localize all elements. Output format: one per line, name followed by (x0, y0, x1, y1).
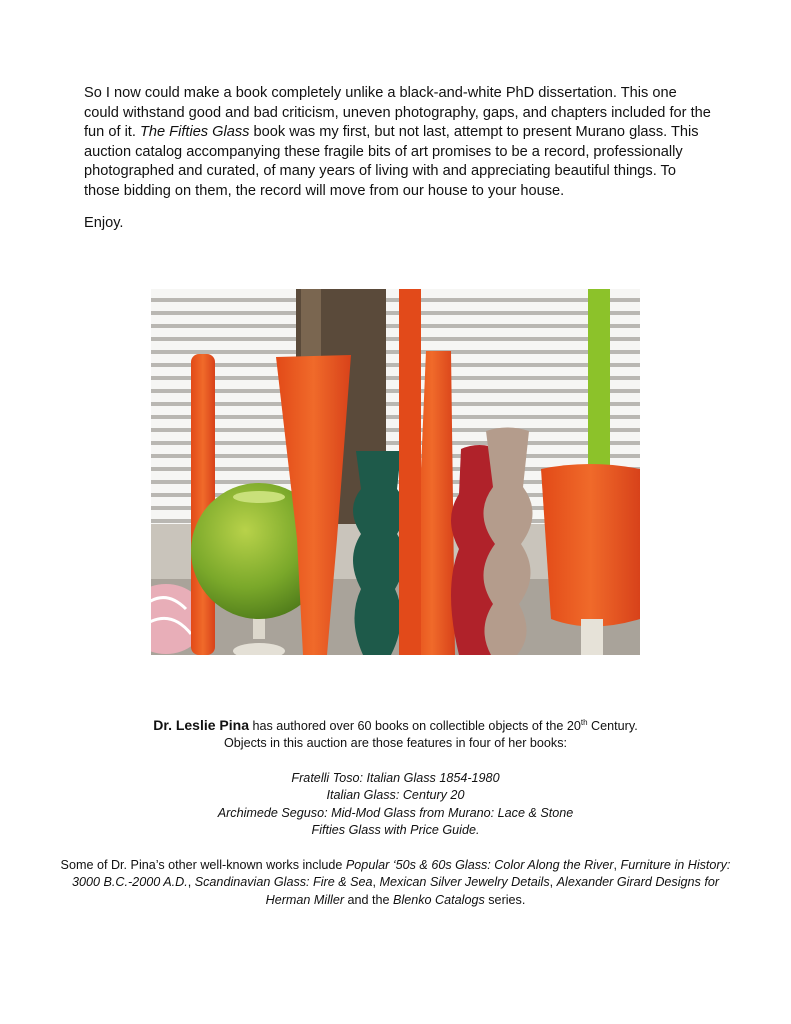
author-name: Dr. Leslie Pina (153, 717, 249, 733)
separator: , (549, 875, 557, 890)
book-title-3: Archimede Seguso: Mid-Mod Glass from Murano: Lace & Stone (217, 805, 574, 820)
intro-text-1: So I now could make a book completely unlike a black-and-white PhD dissertation. This one could withstand good and bad criticism, uneven photography, gaps, and chapters included for the fun of it. (84, 85, 711, 140)
intro-book-title: The Fifties Glass (139, 124, 250, 140)
other-works-paragraph (60, 857, 731, 909)
book-title-1: Fratelli Toso: Italian Glass 1854-1980 (291, 771, 500, 785)
separator: , (187, 875, 195, 890)
other-work-1: Popular ‘50s & 60s Glass: Color Along the River (345, 858, 614, 872)
author-line-1-text: has authored over 60 books on collectible objects of the 20 (249, 719, 581, 733)
other-work-2: Furniture in History: 3000 B.C.-2000 A.D. (71, 858, 731, 890)
author-line-1-end: Century. (587, 719, 638, 733)
ordinal-suffix: th (580, 717, 588, 727)
author-line-2: Objects in this auction are those features in four of her books: (223, 736, 568, 751)
separator: , (372, 875, 380, 890)
other-work-6: Blenko Catalogs (393, 892, 485, 907)
book-title-4: Fifties Glass with Price Guide. (311, 823, 480, 838)
intro-text-2: book was my first, but not last, attempt to present Murano glass. This auction catalog accompanying these fragile bits of art promises to be a record, professionally photographed and curated, of many years of living with and appreciating beautiful things. To those bidding on them, the record will move from our house to your house. (84, 124, 699, 199)
other-works-text: Some of Dr. Pina’s other well-known works include (60, 858, 346, 872)
author-line-1 (60, 717, 731, 735)
other-work-3: Scandinavian Glass: Fire & Sea (194, 875, 373, 890)
separator: , (613, 858, 621, 872)
enjoy-text: Enjoy. (84, 215, 124, 231)
other-work-5: Alexander Girard Designs for Herman Miller (265, 875, 720, 907)
separator: and the (344, 892, 394, 907)
other-work-4: Mexican Silver Jewelry Details (379, 875, 550, 890)
intro-paragraph (84, 84, 714, 201)
closing-text: series. (484, 892, 526, 907)
author-block (60, 717, 731, 753)
glass-vases-photo (151, 289, 640, 655)
book-title-2: Italian Glass: Century 20 (326, 788, 465, 803)
featured-books-list (60, 770, 731, 840)
